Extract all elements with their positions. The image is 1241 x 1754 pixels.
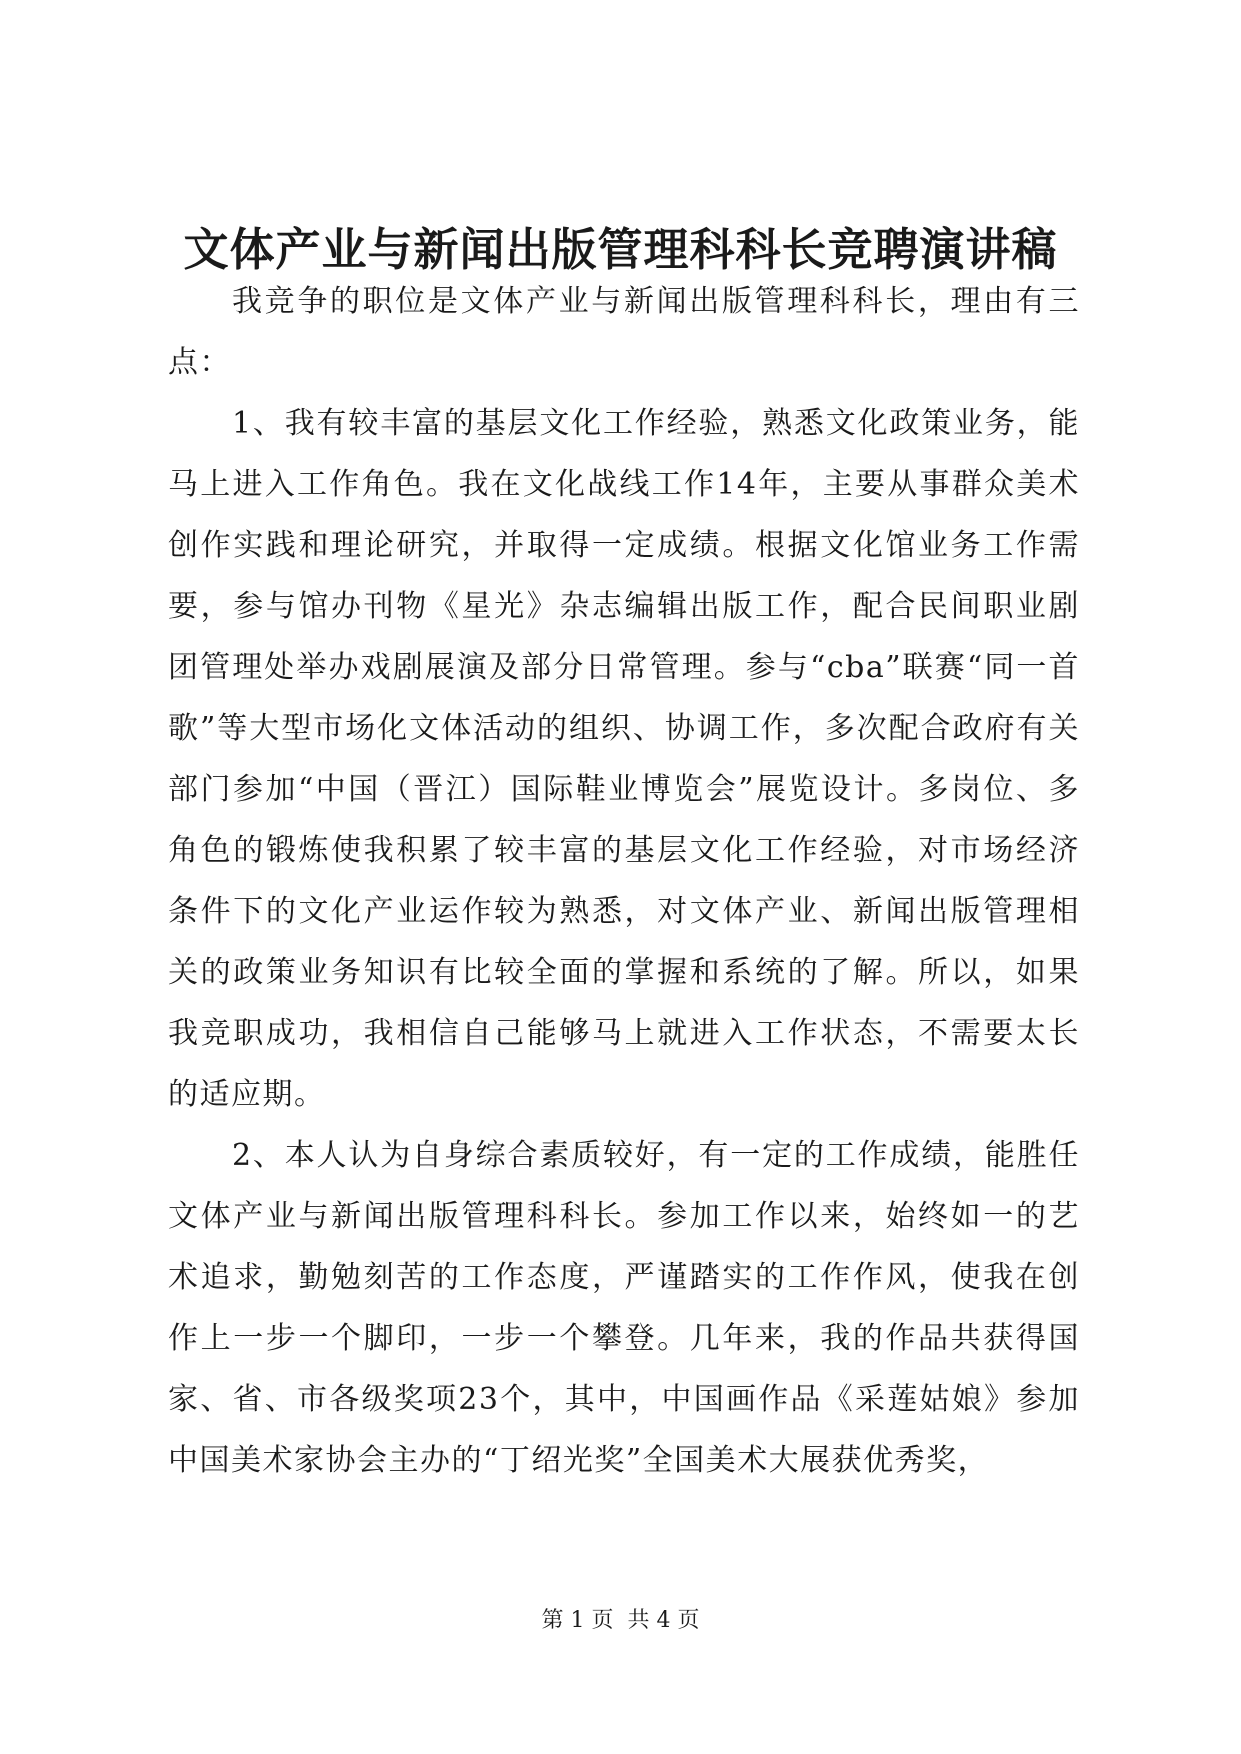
paragraph-point-2: 2、本人认为自身综合素质较好，有一定的工作成绩，能胜任文体产业与新闻出版管理科科长。参加工作以来，始终如一的艺术追求，勤勉刻苦的工作态度，严谨踏实的工作作风，使我在创作上一步一个脚印，一步一个攀登。几年来，我的作品共获得国家、省、市各级奖项23个，其中，中国画作品《采莲姑娘》参加中国美术家协会主办的“丁绍光奖”全国美术大展获优秀奖， (168, 1138, 1080, 1478)
page-number-footer: 第 1 页 共 4 页 (541, 1608, 700, 1633)
paragraph-intro: 我竞争的职位是文体产业与新闻出版管理科科长，理由有三点： (168, 284, 1080, 380)
document-title: 文体产业与新闻出版管理科科长竞聘演讲稿 (183, 223, 1058, 276)
document-body (168, 271, 1080, 1491)
paragraph-point-1: 1、我有较丰富的基层文化工作经验，熟悉文化政策业务，能马上进入工作角色。我在文化战线工作14年，主要从事群众美术创作实践和理论研究，并取得一定成绩。根据文化馆业务工作需要，参与馆办刊物《星光》杂志编辑出版工作，配合民间职业剧团管理处举办戏剧展演及部分日常管理。参与“cba”联赛“同一首歌”等大型市场化文体活动的组织、协调工作，多次配合政府有关部门参加“中国（晋江）国际鞋业博览会”展览设计。多岗位、多角色的锻炼使我积累了较丰富的基层文化工作经验，对市场经济条件下的文化产业运作较为熟悉，对文体产业、新闻出版管理相关的政策业务知识有比较全面的掌握和系统的了解。所以，如果我竞职成功，我相信自己能够马上就进入工作状态，不需要太长的适应期。 (168, 406, 1080, 1112)
